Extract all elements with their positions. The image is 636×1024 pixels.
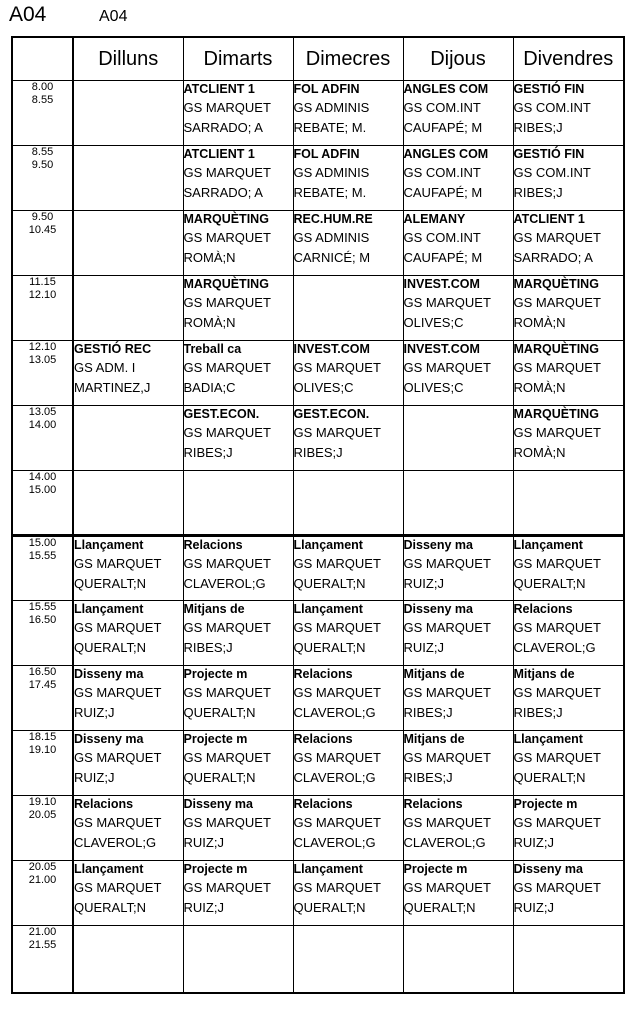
class-group: GS MARQUET	[293, 879, 381, 895]
class-cell	[73, 795, 183, 860]
class-group: GS MARQUET	[74, 879, 162, 895]
table-row	[12, 535, 624, 600]
time-end: 16.50	[28, 613, 57, 626]
time-end: 17.45	[28, 678, 57, 691]
class-cell	[293, 535, 403, 600]
time-start: 16.50	[28, 665, 57, 678]
class-group: GS COM.INT	[403, 229, 481, 245]
class-group: GS MARQUET	[293, 555, 381, 571]
class-teacher: REBATE; M.	[293, 184, 367, 200]
class-teacher: QUERALT;N	[293, 899, 366, 915]
class-teacher: QUERALT;N	[183, 769, 256, 785]
table-row	[12, 340, 624, 405]
class-group: GS ADMINIS	[293, 99, 370, 115]
class-group: GS MARQUET	[74, 684, 162, 700]
class-teacher: QUERALT;N	[293, 575, 366, 591]
class-subject: Relacions	[513, 601, 573, 616]
time-slot	[12, 925, 73, 993]
class-group: GS MARQUET	[403, 879, 491, 895]
class-teacher: CAUFAPÉ; M	[403, 184, 483, 200]
class-cell	[403, 80, 513, 145]
class-group: GS MARQUET	[513, 684, 601, 700]
class-group: GS MARQUET	[183, 164, 271, 180]
class-group: GS MARQUET	[403, 749, 491, 765]
class-teacher: RUIZ;J	[183, 834, 224, 850]
class-subject: Mitjans de	[403, 731, 465, 746]
time-end: 21.00	[28, 873, 57, 886]
class-teacher: RUIZ;J	[403, 639, 444, 655]
class-teacher: SARRADO; A	[183, 184, 263, 200]
class-cell	[403, 600, 513, 665]
class-subject: Relacions	[293, 731, 353, 746]
class-subject: Llançament	[513, 731, 583, 746]
time-slot	[12, 795, 73, 860]
class-group: GS MARQUET	[293, 424, 381, 440]
class-group: GS MARQUET	[183, 555, 271, 571]
class-subject: Llançament	[74, 601, 144, 616]
class-subject: Projecte m	[183, 861, 248, 876]
timetable	[11, 36, 625, 994]
class-group: GS MARQUET	[403, 359, 491, 375]
class-cell	[73, 340, 183, 405]
class-cell	[403, 535, 513, 600]
class-group: GS MARQUET	[403, 294, 491, 310]
class-teacher: RIBES;J	[293, 444, 343, 460]
class-cell	[293, 340, 403, 405]
class-group: GS MARQUET	[293, 814, 381, 830]
time-start: 11.15	[29, 275, 56, 288]
table-row	[12, 80, 624, 145]
class-teacher: CLAVEROL;G	[513, 639, 596, 655]
empty-cell	[73, 275, 183, 340]
class-group: GS MARQUET	[74, 814, 162, 830]
time-end: 19.10	[28, 743, 57, 756]
empty-cell	[293, 275, 403, 340]
class-group: GS MARQUET	[183, 359, 271, 375]
class-teacher: CLAVEROL;G	[293, 834, 376, 850]
class-group: GS MARQUET	[183, 814, 271, 830]
class-subject: Projecte m	[403, 861, 468, 876]
timetable-body	[12, 80, 624, 993]
time-slot	[12, 730, 73, 795]
class-teacher: RIBES;J	[513, 119, 563, 135]
time-end: 8.55	[31, 93, 54, 106]
class-cell	[513, 145, 624, 210]
class-subject: Llançament	[293, 601, 363, 616]
time-start: 9.50	[31, 210, 54, 223]
class-cell	[513, 275, 624, 340]
class-teacher: ROMÀ;N	[513, 314, 566, 330]
time-slot	[12, 145, 73, 210]
class-subject: Mitjans de	[183, 601, 245, 616]
table-row	[12, 470, 624, 535]
time-start: 20.05	[28, 860, 57, 873]
empty-cell	[293, 925, 403, 993]
table-row	[12, 275, 624, 340]
class-group: GS MARQUET	[183, 749, 271, 765]
class-subject: Relacions	[403, 796, 463, 811]
class-group: GS MARQUET	[513, 619, 601, 635]
time-start: 15.00	[28, 536, 57, 549]
class-cell	[183, 665, 293, 730]
class-subject: Disseny ma	[403, 537, 473, 552]
class-subject: Disseny ma	[183, 796, 253, 811]
class-group: GS MARQUET	[513, 879, 601, 895]
class-cell	[293, 665, 403, 730]
class-subject: GEST.ECON.	[183, 406, 260, 421]
time-end: 10.45	[28, 223, 57, 236]
class-group: GS MARQUET	[403, 619, 491, 635]
class-cell	[513, 665, 624, 730]
class-teacher: RUIZ;J	[183, 899, 224, 915]
class-cell	[403, 665, 513, 730]
time-start: 19.10	[28, 795, 57, 808]
class-cell	[73, 535, 183, 600]
class-subject: Llançament	[74, 537, 144, 552]
class-cell	[73, 730, 183, 795]
class-cell	[73, 860, 183, 925]
time-slot	[12, 275, 73, 340]
class-cell	[513, 405, 624, 470]
empty-cell	[73, 210, 183, 275]
class-group: GS MARQUET	[74, 555, 162, 571]
time-end: 15.00	[28, 483, 57, 496]
class-teacher: ROMÀ;N	[513, 444, 566, 460]
class-subject: REC.HUM.RE	[293, 211, 373, 226]
class-subject: Llançament	[513, 537, 583, 552]
table-row	[12, 665, 624, 730]
class-group: GS ADMINIS	[293, 229, 370, 245]
class-cell	[183, 340, 293, 405]
class-subject: Relacions	[293, 666, 353, 681]
class-group: GS MARQUET	[513, 555, 601, 571]
class-subject: Disseny ma	[403, 601, 473, 616]
time-end: 15.55	[28, 549, 57, 562]
class-teacher: RUIZ;J	[74, 704, 115, 720]
time-slot	[12, 470, 73, 535]
class-teacher: CLAVEROL;G	[183, 575, 266, 591]
class-cell	[183, 405, 293, 470]
class-teacher: RUIZ;J	[513, 834, 554, 850]
class-cell	[403, 275, 513, 340]
empty-cell	[293, 470, 403, 535]
class-group: GS MARQUET	[183, 99, 271, 115]
class-teacher: BADIA;C	[183, 379, 236, 395]
empty-cell	[73, 925, 183, 993]
time-end: 21.55	[28, 938, 57, 951]
class-cell	[183, 730, 293, 795]
class-group: GS MARQUET	[183, 424, 271, 440]
time-slot	[12, 600, 73, 665]
class-cell	[403, 145, 513, 210]
class-teacher: RIBES;J	[513, 704, 563, 720]
class-subject: INVEST.COM	[293, 341, 370, 356]
time-slot	[12, 210, 73, 275]
class-cell	[183, 275, 293, 340]
class-cell	[183, 80, 293, 145]
class-subject: MARQUÈTING	[183, 276, 269, 291]
class-subject: Projecte m	[183, 666, 248, 681]
class-cell	[183, 535, 293, 600]
day-header-dimarts: Dimarts	[183, 37, 293, 80]
class-group: GS MARQUET	[293, 749, 381, 765]
class-subject: MARQUÈTING	[513, 276, 599, 291]
class-subject: Relacions	[74, 796, 134, 811]
class-cell	[513, 80, 624, 145]
class-teacher: QUERALT;N	[183, 704, 256, 720]
class-subject: Disseny ma	[74, 666, 144, 681]
class-cell	[183, 795, 293, 860]
class-subject: MARQUÈTING	[513, 406, 599, 421]
class-subject: Projecte m	[513, 796, 578, 811]
class-cell	[183, 210, 293, 275]
class-teacher: QUERALT;N	[293, 639, 366, 655]
class-subject: Relacions	[293, 796, 353, 811]
class-teacher: CARNICÉ; M	[293, 249, 371, 265]
class-teacher: QUERALT;N	[403, 899, 476, 915]
class-cell	[513, 340, 624, 405]
day-header-dijous: Dijous	[403, 37, 513, 80]
class-teacher: CLAVEROL;G	[403, 834, 486, 850]
time-slot	[12, 80, 73, 145]
class-subject: ANGLES COM	[403, 146, 489, 161]
class-teacher: RIBES;J	[403, 704, 453, 720]
class-cell	[403, 730, 513, 795]
class-cell	[183, 860, 293, 925]
class-teacher: QUERALT;N	[74, 639, 146, 655]
class-subject: ATCLIENT 1	[513, 211, 585, 226]
class-subject: MARQUÈTING	[183, 211, 269, 226]
class-teacher: RUIZ;J	[74, 769, 115, 785]
class-cell	[513, 795, 624, 860]
class-subject: Disseny ma	[513, 861, 583, 876]
time-end: 20.05	[28, 808, 57, 821]
table-row	[12, 860, 624, 925]
class-group: GS ADM. I	[74, 359, 136, 375]
table-row	[12, 145, 624, 210]
class-subject: ALEMANY	[403, 211, 466, 226]
time-start: 14.00	[28, 470, 57, 483]
class-subject: FOL ADFIN	[293, 146, 360, 161]
empty-cell	[403, 925, 513, 993]
class-subject: Llançament	[74, 861, 144, 876]
time-slot	[12, 665, 73, 730]
class-group: GS MARQUET	[513, 359, 601, 375]
time-slot	[12, 340, 73, 405]
class-subject: Llançament	[293, 861, 363, 876]
class-subject: Relacions	[183, 537, 243, 552]
class-group: GS MARQUET	[513, 424, 601, 440]
class-cell	[293, 145, 403, 210]
time-start: 15.55	[28, 600, 57, 613]
class-teacher: RUIZ;J	[403, 575, 444, 591]
time-start: 13.05	[28, 405, 57, 418]
class-teacher: QUERALT;N	[74, 575, 146, 591]
class-teacher: ROMÀ;N	[513, 379, 566, 395]
class-cell	[183, 145, 293, 210]
class-cell	[73, 600, 183, 665]
class-group: GS MARQUET	[183, 229, 271, 245]
time-end: 14.00	[28, 418, 57, 431]
empty-cell	[403, 405, 513, 470]
page-title: A04	[9, 3, 47, 26]
class-teacher: CAUFAPÉ; M	[403, 249, 483, 265]
time-start: 18.15	[28, 730, 57, 743]
class-cell	[293, 405, 403, 470]
class-group: GS MARQUET	[513, 294, 601, 310]
class-group: GS COM.INT	[513, 99, 591, 115]
class-subject: FOL ADFIN	[293, 81, 360, 96]
class-cell	[293, 860, 403, 925]
time-start: 21.00	[28, 925, 57, 938]
time-start: 12.10	[28, 340, 57, 353]
class-teacher: CAUFAPÉ; M	[403, 119, 483, 135]
class-group: GS COM.INT	[403, 99, 481, 115]
class-teacher: QUERALT;N	[74, 899, 146, 915]
class-group: GS MARQUET	[513, 749, 601, 765]
time-end: 12.10	[28, 288, 57, 301]
class-teacher: RUIZ;J	[513, 899, 554, 915]
class-teacher: QUERALT;N	[513, 769, 586, 785]
day-header-dimecres: Dimecres	[293, 37, 403, 80]
class-subject: ANGLES COM	[403, 81, 489, 96]
class-cell	[513, 600, 624, 665]
class-group: GS MARQUET	[183, 684, 271, 700]
class-cell	[513, 860, 624, 925]
class-cell	[403, 210, 513, 275]
class-subject: MARQUÈTING	[513, 341, 599, 356]
class-cell	[293, 730, 403, 795]
class-teacher: RIBES;J	[513, 184, 563, 200]
class-group: GS MARQUET	[183, 619, 271, 635]
page-subtitle: A04	[99, 8, 128, 25]
class-teacher: OLIVES;C	[403, 379, 464, 395]
class-cell	[513, 210, 624, 275]
class-teacher: REBATE; M.	[293, 119, 367, 135]
table-row	[12, 600, 624, 665]
empty-cell	[73, 145, 183, 210]
empty-cell	[73, 80, 183, 145]
class-subject: INVEST.COM	[403, 276, 480, 291]
empty-cell	[183, 470, 293, 535]
corner-cell	[12, 37, 73, 80]
class-group: GS MARQUET	[293, 619, 381, 635]
table-row	[12, 795, 624, 860]
class-cell	[293, 795, 403, 860]
class-group: GS MARQUET	[513, 814, 601, 830]
class-subject: Projecte m	[183, 731, 248, 746]
class-group: GS MARQUET	[293, 359, 381, 375]
table-row	[12, 405, 624, 470]
class-subject: INVEST.COM	[403, 341, 480, 356]
class-group: GS MARQUET	[183, 879, 271, 895]
class-cell	[403, 795, 513, 860]
class-subject: GEST.ECON.	[293, 406, 370, 421]
empty-cell	[183, 925, 293, 993]
class-group: GS ADMINIS	[293, 164, 370, 180]
class-teacher: SARRADO; A	[183, 119, 263, 135]
class-group: GS MARQUET	[74, 619, 162, 635]
class-group: GS COM.INT	[513, 164, 591, 180]
time-end: 9.50	[31, 158, 54, 171]
class-cell	[513, 535, 624, 600]
time-end: 13.05	[28, 353, 57, 366]
class-subject: ATCLIENT 1	[183, 81, 255, 96]
empty-cell	[403, 470, 513, 535]
class-teacher: OLIVES;C	[293, 379, 354, 395]
class-teacher: MARTINEZ,J	[74, 379, 151, 395]
class-cell	[293, 600, 403, 665]
class-group: GS MARQUET	[183, 294, 271, 310]
empty-cell	[73, 405, 183, 470]
time-slot	[12, 405, 73, 470]
day-header-dilluns: Dilluns	[73, 37, 183, 80]
class-teacher: RIBES;J	[403, 769, 453, 785]
class-group: GS MARQUET	[513, 229, 601, 245]
class-teacher: CLAVEROL;G	[293, 704, 376, 720]
class-group: GS MARQUET	[293, 684, 381, 700]
class-cell	[403, 340, 513, 405]
class-group: GS COM.INT	[403, 164, 481, 180]
class-cell	[513, 730, 624, 795]
table-row	[12, 730, 624, 795]
class-group: GS MARQUET	[74, 749, 162, 765]
time-slot	[12, 535, 73, 600]
class-subject: Mitjans de	[403, 666, 465, 681]
class-subject: ATCLIENT 1	[183, 146, 255, 161]
class-teacher: OLIVES;C	[403, 314, 464, 330]
class-teacher: CLAVEROL;G	[293, 769, 376, 785]
class-subject: Disseny ma	[74, 731, 144, 746]
class-cell	[403, 860, 513, 925]
class-group: GS MARQUET	[403, 814, 491, 830]
class-teacher: RIBES;J	[183, 444, 233, 460]
day-header-row	[12, 37, 624, 80]
table-row	[12, 925, 624, 993]
class-teacher: RIBES;J	[183, 639, 233, 655]
empty-cell	[73, 470, 183, 535]
class-teacher: SARRADO; A	[513, 249, 593, 265]
class-subject: Mitjans de	[513, 666, 575, 681]
class-cell	[73, 665, 183, 730]
class-subject: GESTIÓ REC	[74, 341, 152, 356]
class-cell	[183, 600, 293, 665]
time-start: 8.55	[31, 145, 54, 158]
empty-cell	[513, 925, 624, 993]
day-header-divendres: Divendres	[513, 37, 624, 80]
class-subject: Llançament	[293, 537, 363, 552]
class-teacher: QUERALT;N	[513, 575, 586, 591]
class-cell	[293, 80, 403, 145]
class-cell	[293, 210, 403, 275]
empty-cell	[513, 470, 624, 535]
class-teacher: ROMÀ;N	[183, 249, 236, 265]
time-start: 8.00	[31, 80, 54, 93]
class-subject: GESTIÓ FIN	[513, 81, 585, 96]
table-row	[12, 210, 624, 275]
class-teacher: CLAVEROL;G	[74, 834, 157, 850]
time-slot	[12, 860, 73, 925]
class-subject: GESTIÓ FIN	[513, 146, 585, 161]
class-subject: Treball ca	[183, 341, 242, 356]
class-group: GS MARQUET	[403, 555, 491, 571]
class-teacher: ROMÀ;N	[183, 314, 236, 330]
class-group: GS MARQUET	[403, 684, 491, 700]
